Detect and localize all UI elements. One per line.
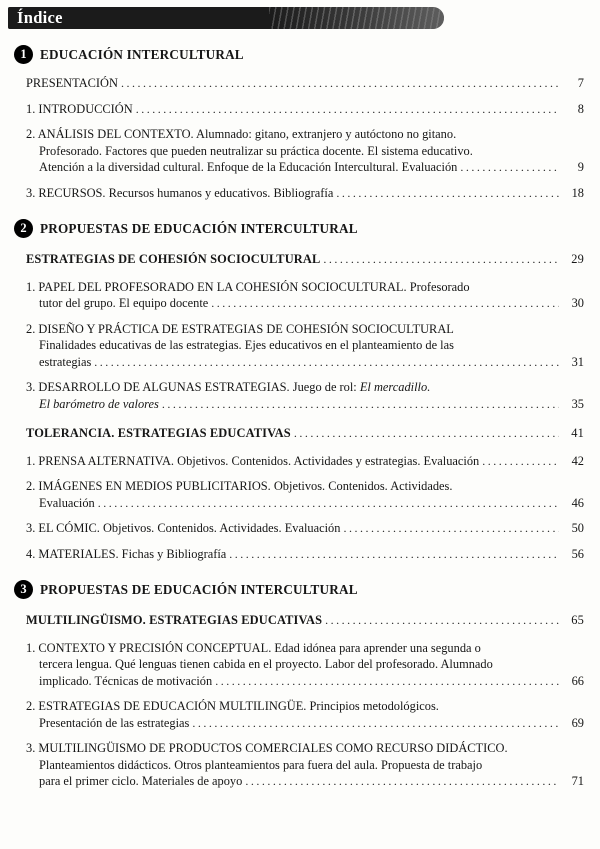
page-number: 7 bbox=[577, 76, 584, 90]
entry-text bbox=[26, 127, 456, 141]
dot-leader bbox=[121, 75, 559, 92]
entry-text-segment: Atención a la diversidad cultural. Enfoque de la Educación Intercultural. Evaluación bbox=[39, 160, 458, 174]
entry-text-segment: 4. MATERIALES. Fichas y Bibliografía bbox=[26, 546, 227, 561]
entry-line bbox=[26, 396, 584, 413]
toc-entry bbox=[26, 546, 584, 563]
entry-line bbox=[26, 321, 584, 338]
section-number-badge: 2 bbox=[14, 219, 33, 238]
toc-entry bbox=[26, 75, 584, 92]
entry-text-segment: 3. EL CÓMIC. Objetivos. Contenidos. Actividades. Evaluación bbox=[26, 521, 341, 535]
entry-text-segment: 3. DESARROLLO DE ALGUNAS ESTRATEGIAS. Juego de rol: bbox=[26, 380, 360, 394]
dot-leader bbox=[229, 546, 559, 563]
entry-text-segment: 1. PRENSA ALTERNATIVA. Objetivos. Contenidos. Actividades y estrategias. Evaluación bbox=[26, 453, 480, 468]
dot-leader bbox=[343, 520, 559, 537]
entry-text bbox=[39, 657, 493, 671]
entry-text-segment: TOLERANCIA. ESTRATEGIAS EDUCATIVAS bbox=[26, 426, 291, 440]
toc-entry bbox=[26, 185, 584, 202]
toc-entry bbox=[26, 478, 584, 511]
toc-entry bbox=[26, 698, 584, 731]
toc-subheader bbox=[26, 425, 584, 442]
entry-text bbox=[26, 322, 454, 336]
entry-line bbox=[26, 279, 584, 296]
section-entries bbox=[8, 75, 586, 201]
entry-text-segment: tercera lengua. Qué lenguas tienen cabida en el proyecto. Labor del profesorado. Alumnado bbox=[39, 657, 493, 671]
entry-line bbox=[26, 379, 584, 396]
entry-line bbox=[26, 757, 584, 774]
entry-line bbox=[26, 425, 584, 442]
entry-line bbox=[26, 740, 584, 757]
entry-text bbox=[39, 159, 457, 176]
entry-text bbox=[26, 520, 340, 537]
entry-text bbox=[39, 773, 242, 790]
entry-text-segment: MULTILINGÜISMO. ESTRATEGIAS EDUCATIVAS bbox=[26, 613, 323, 627]
entry-text-segment: Evaluación bbox=[39, 495, 95, 510]
entry-text bbox=[26, 741, 508, 755]
dot-leader bbox=[136, 101, 559, 118]
section-number-badge: 1 bbox=[14, 45, 33, 64]
entry-line bbox=[26, 453, 584, 470]
toc-entry bbox=[26, 126, 584, 176]
entry-line bbox=[26, 126, 584, 143]
entry-text-segment: 2. ANÁLISIS DEL CONTEXTO. Alumnado: gitano, extranjero y autóctono no gitano. bbox=[26, 127, 457, 141]
entry-text bbox=[39, 338, 454, 352]
entry-text-segment: Planteamientos didácticos. Otros planteamientos para fuera del aula. Propuesta de trabajo bbox=[39, 757, 483, 772]
entry-text bbox=[26, 251, 320, 268]
entry-text bbox=[39, 495, 95, 512]
entry-line bbox=[26, 640, 584, 657]
entry-text-italic: El barómetro de valores bbox=[39, 396, 159, 411]
page-number: 30 bbox=[571, 296, 584, 310]
toc-subheader bbox=[26, 612, 584, 629]
banner-decoration bbox=[269, 7, 444, 29]
entry-line bbox=[26, 656, 584, 673]
entry-text-segment: PRESENTACIÓN bbox=[26, 76, 118, 90]
toc-entry bbox=[26, 321, 584, 371]
dot-leader bbox=[211, 295, 559, 312]
entry-text bbox=[26, 185, 333, 202]
entry-line bbox=[26, 773, 584, 790]
entry-text bbox=[39, 715, 189, 732]
entry-text-segment: 2. IMÁGENES EN MEDIOS PUBLICITARIOS. Objetivos. Contenidos. Actividades. bbox=[26, 479, 453, 493]
entry-line bbox=[26, 185, 584, 202]
toc-entry bbox=[26, 379, 584, 412]
entry-text-segment: Presentación de las estrategias bbox=[39, 715, 190, 730]
entry-text bbox=[26, 641, 481, 655]
entry-text bbox=[26, 612, 322, 629]
page-number: 29 bbox=[571, 252, 584, 266]
dot-leader bbox=[460, 159, 559, 176]
entry-line bbox=[26, 673, 584, 690]
toc-entry bbox=[26, 453, 584, 470]
entry-line bbox=[26, 75, 584, 92]
entry-text-segment: 3. RECURSOS. Recursos humanos y educativos. Bibliografía bbox=[26, 185, 334, 200]
dot-leader bbox=[162, 396, 559, 413]
page-number: 56 bbox=[571, 546, 584, 561]
page-number: 41 bbox=[571, 426, 584, 440]
page-number: 66 bbox=[571, 673, 584, 688]
page-number: 42 bbox=[571, 453, 584, 468]
page-number: 35 bbox=[571, 396, 584, 411]
page-number: 50 bbox=[571, 521, 584, 535]
entry-text-segment: 3. MULTILINGÜISMO DE PRODUCTOS COMERCIALES COMO RECURSO DIDÁCTICO. bbox=[26, 741, 508, 755]
dot-leader bbox=[323, 251, 559, 268]
page-number: 31 bbox=[571, 354, 584, 369]
entry-text bbox=[26, 479, 452, 493]
entry-text-segment: 2. DISEÑO Y PRÁCTICA DE ESTRATEGIAS DE COHESIÓN SOCIOCULTURAL bbox=[26, 321, 454, 336]
entry-text-segment: 1. PAPEL DEL PROFESORADO EN LA COHESIÓN SOCIOCULTURAL. Profesorado bbox=[26, 279, 470, 294]
entry-text-segment: para el primer ciclo. Materiales de apoyo bbox=[39, 774, 243, 788]
page-number: 18 bbox=[571, 185, 584, 200]
dot-leader bbox=[192, 715, 559, 732]
toc-subheader bbox=[26, 251, 584, 268]
dot-leader bbox=[94, 354, 559, 371]
dot-leader bbox=[98, 495, 559, 512]
entry-text-segment: 1. CONTEXTO Y PRECISIÓN CONCEPTUAL. Edad idónea para aprender una segunda o bbox=[26, 640, 481, 655]
entry-line bbox=[26, 495, 584, 512]
page-number: 8 bbox=[577, 101, 584, 116]
entry-text bbox=[26, 380, 430, 394]
section-header bbox=[8, 219, 586, 238]
dot-leader bbox=[245, 773, 559, 790]
toc-entry bbox=[26, 740, 584, 790]
toc-entry bbox=[26, 279, 584, 312]
entry-line bbox=[26, 143, 584, 160]
entry-text bbox=[39, 295, 208, 312]
section-title: PROPUESTAS DE EDUCACIÓN INTERCULTURAL bbox=[40, 581, 358, 597]
section-entries bbox=[8, 251, 586, 562]
entry-line bbox=[26, 478, 584, 495]
toc-section bbox=[8, 580, 586, 790]
page-number: 71 bbox=[571, 774, 584, 788]
dot-leader bbox=[336, 185, 559, 202]
page-number: 46 bbox=[571, 495, 584, 510]
entry-text bbox=[26, 453, 479, 470]
section-title: PROPUESTAS DE EDUCACIÓN INTERCULTURAL bbox=[40, 220, 358, 236]
page-number: 65 bbox=[571, 613, 584, 627]
entry-line bbox=[26, 337, 584, 354]
entry-line bbox=[26, 295, 584, 312]
page-number: 69 bbox=[571, 715, 584, 730]
dot-leader bbox=[482, 453, 559, 470]
toc-sections bbox=[8, 45, 586, 790]
entry-text bbox=[26, 280, 470, 294]
toc-section bbox=[8, 45, 586, 201]
entry-text bbox=[39, 144, 473, 158]
entry-text-segment: Profesorado. Factores que pueden neutralizar su práctica docente. El sistema educativo. bbox=[39, 143, 473, 158]
entry-line bbox=[26, 546, 584, 563]
entry-line bbox=[26, 612, 584, 629]
dot-leader bbox=[325, 612, 559, 629]
toc-section bbox=[8, 219, 586, 562]
index-banner bbox=[8, 7, 444, 29]
entry-text-segment: ESTRATEGIAS DE COHESIÓN SOCIOCULTURAL bbox=[26, 252, 321, 266]
entry-text bbox=[26, 425, 291, 442]
entry-line bbox=[26, 354, 584, 371]
dot-leader bbox=[215, 673, 559, 690]
page-number: 9 bbox=[577, 160, 584, 174]
entry-line bbox=[26, 251, 584, 268]
entry-text-italic: El mercadillo. bbox=[359, 380, 431, 394]
section-header bbox=[8, 580, 586, 599]
entry-line bbox=[26, 520, 584, 537]
page-title: Índice bbox=[17, 8, 63, 27]
entry-text bbox=[26, 101, 133, 118]
entry-text bbox=[26, 546, 226, 563]
entry-text-segment: Finalidades educativas de las estrategias. Ejes educativos en el planteamiento de las bbox=[39, 338, 454, 352]
section-header bbox=[8, 45, 586, 64]
entry-text-segment: 1. INTRODUCCIÓN bbox=[26, 101, 133, 116]
section-entries bbox=[8, 612, 586, 790]
toc-entry bbox=[26, 101, 584, 118]
entry-text bbox=[39, 758, 482, 772]
entry-text-segment: tutor del grupo. El equipo docente bbox=[39, 296, 209, 310]
entry-line bbox=[26, 101, 584, 118]
entry-text bbox=[26, 699, 439, 713]
entry-text bbox=[39, 396, 159, 413]
entry-text-segment: estrategias bbox=[39, 354, 92, 369]
entry-text-segment: implicado. Técnicas de motivación bbox=[39, 673, 213, 688]
toc-entry bbox=[26, 640, 584, 690]
dot-leader bbox=[294, 425, 559, 442]
toc-entry bbox=[26, 520, 584, 537]
section-number-badge: 3 bbox=[14, 580, 33, 599]
entry-text-segment: 2. ESTRATEGIAS DE EDUCACIÓN MULTILINGÜE. Principios metodológicos. bbox=[26, 699, 439, 713]
entry-line bbox=[26, 698, 584, 715]
entry-text bbox=[26, 75, 118, 92]
entry-text bbox=[39, 673, 212, 690]
entry-text bbox=[39, 354, 91, 371]
entry-line bbox=[26, 159, 584, 176]
section-title: EDUCACIÓN INTERCULTURAL bbox=[40, 46, 244, 62]
entry-line bbox=[26, 715, 584, 732]
